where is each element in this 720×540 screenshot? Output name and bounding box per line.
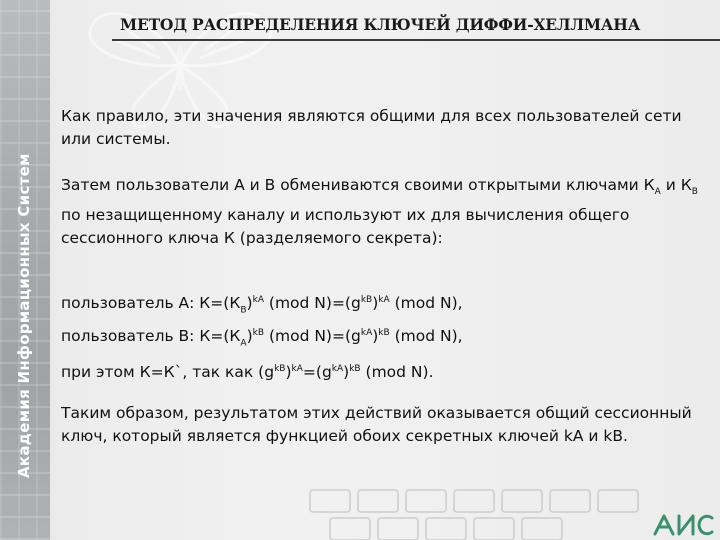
- paragraph-formulas: [61, 289, 711, 356]
- title-underline: [112, 39, 720, 41]
- slide-title: МЕТОД РАСПРЕДЕЛЕНИЯ КЛЮЧЕЙ ДИФФИ-ХЕЛЛМАНА: [120, 15, 641, 34]
- paragraph-equality: при этом К=К`, так как $(g^{kB})^{kA}=(g^{kA})^{kB}$ (mod N).: [61, 363, 434, 382]
- ais-logo-icon: [652, 513, 716, 537]
- paragraph-intro: Как правило, эти значения являются общими для всех пользователей сети или системы.: [61, 107, 682, 148]
- paragraph-conclusion: Таким образом, результатом этих действий оказывается общий сессионный ключ, который является функцией обоих секретных ключей kA и kB.: [61, 404, 692, 445]
- formula-user-b: пользователь В: $К=(К_А)^{kB}$ (mod $N)=(g^{kA})^{kB}$ (mod N),: [61, 327, 463, 349]
- vertical-academy-label: Академия Информационных Систем: [15, 153, 33, 478]
- paragraph-exchange: Затем пользователи А и В обмениваются своими открытыми ключами $К_А$ и $К_В$ по незащищенному каналу и используют их для вычисления общего сессионного ключа К (разделяемого секрета):: [61, 176, 698, 248]
- formula-user-a: пользователь А: $К=(К_В)^{kA}$ (mod $N)=(g^{kB})^{kA}$ (mod N),: [61, 294, 463, 316]
